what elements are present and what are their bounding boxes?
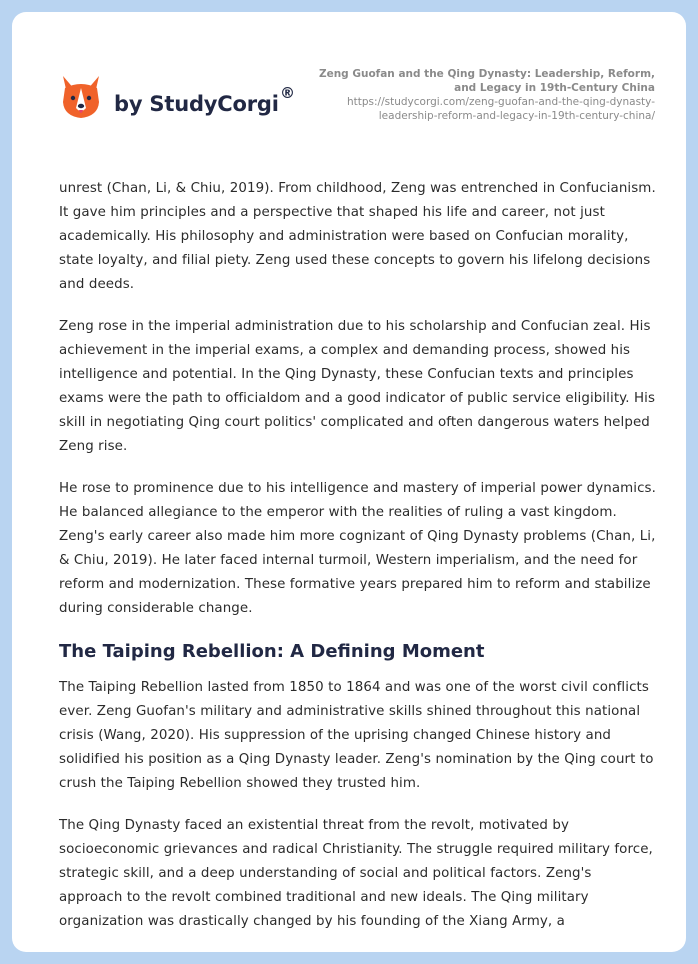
paragraph-2: Zeng rose in the imperial administration due to his scholarship and Confucian zeal. His achievement in the imperial exams, a complex and demanding process, showed his intelligence and potential. In the Qing Dynasty, these Confucian texts and principles exams were the path to officialdom and a good indicator of public service eligibility. His skill in negotiating Qing court politics' complicated and often dangerous waters helped Zeng rise. (59, 319, 656, 454)
paragraph-3: He rose to prominence due to his intelligence and mastery of imperial power dynamics. He balanced allegiance to the emperor with the realities of ruling a vast kingdom. Zeng's early career also made him more cognizant of Qing Dynasty problems (Chan, Li, & Chiu, 2019). He later faced internal turmoil, Western imperialism, and the need for reform and modernization. These formative years prepared him to reform and stabilize during considerable change. (59, 481, 656, 616)
page-header (12, 12, 686, 152)
section-heading: The Taiping Rebellion: A Defining Moment (59, 641, 485, 662)
doc-url-line-2[interactable]: leadership-reform-and-legacy-in-19th-century-china/ (378, 110, 655, 122)
doc-url-line-1[interactable]: https://studycorgi.com/zeng-guofan-and-the-qing-dynasty- (347, 96, 655, 108)
document-page (12, 12, 686, 952)
paragraph-4: The Taiping Rebellion lasted from 1850 to 1864 and was one of the worst civil conflicts ever. Zeng Guofan's military and administrative skills shined throughout this national crisis (Wang, 2020). His suppression of the uprising changed Chinese history and solidified his position as a Qing Dynasty leader. Zeng's nomination by the Qing court to crush the Taiping Rebellion showed they trusted him. (59, 680, 654, 791)
doc-title-line-1: Zeng Guofan and the Qing Dynasty: Leadership, Reform, (318, 68, 655, 80)
paragraph-5: The Qing Dynasty faced an existential threat from the revolt, motivated by socioeconomic grievances and radical Christianity. The struggle required military force, strategic skill, and a deep understanding of social and political factors. Zeng's approach to the revolt combined traditional and new ideals. The Qing military organization was drastically changed by his founding of the Xiang Army, a (59, 818, 653, 929)
studycorgi-logo[interactable] (60, 74, 310, 134)
paragraph-1: unrest (Chan, Li, & Chiu, 2019). From childhood, Zeng was entrenched in Confucianism. It gave him principles and a perspective that shaped his life and career, not just academically. His philosophy and administration were based on Confucian morality, state loyalty, and filial piety. Zeng used these concepts to govern his lifelong decisions and deeds. (59, 181, 656, 292)
registered-mark: ® (280, 84, 295, 102)
brand-name: by StudyCorgi (114, 92, 279, 116)
document-meta (305, 67, 655, 123)
doc-title-line-2: and Legacy in 19th-Century China (454, 82, 655, 94)
article-body (59, 177, 659, 952)
corgi-icon (60, 74, 102, 122)
